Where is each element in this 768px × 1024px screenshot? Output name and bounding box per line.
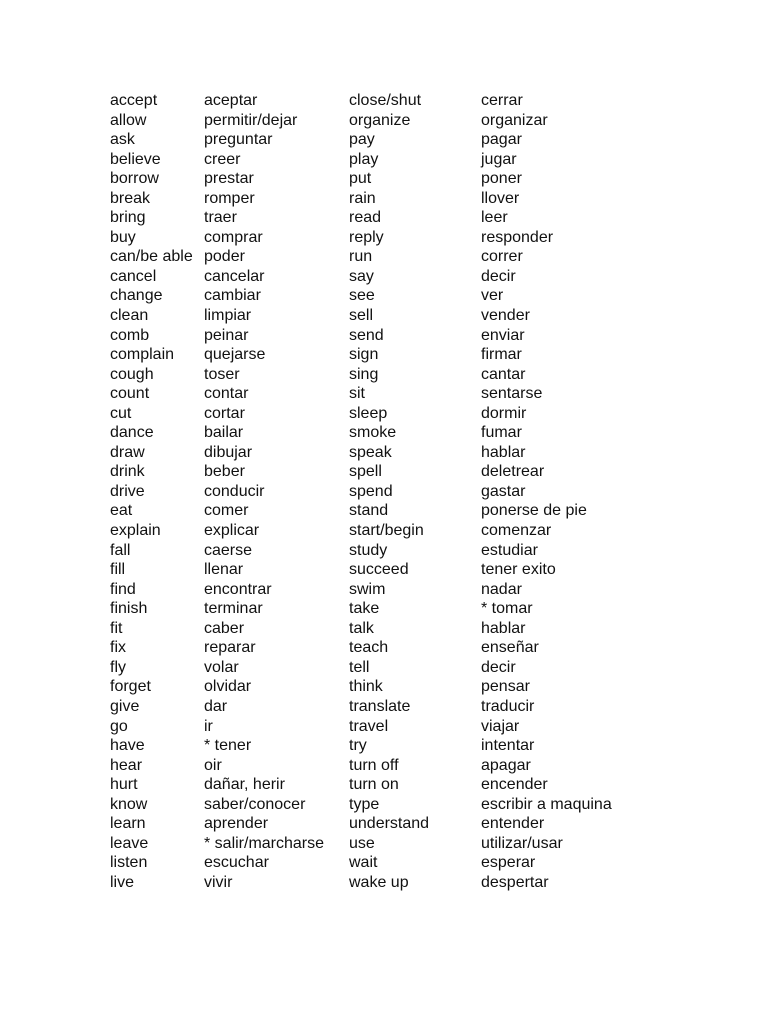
english-verbs-column-left xyxy=(110,91,193,892)
spanish-translation: poder xyxy=(204,248,245,266)
english-verb: close/shut xyxy=(349,92,422,109)
spanish-translation: llover xyxy=(481,189,520,207)
spanish-translation: cerrar xyxy=(481,92,523,109)
english-verb: cough xyxy=(110,365,154,383)
english-verb: sleep xyxy=(349,404,388,422)
english-verb: can/be able xyxy=(110,248,193,266)
spanish-translation: esperar xyxy=(481,854,536,872)
spanish-translation: despertar xyxy=(481,873,549,891)
english-verb: speak xyxy=(349,443,392,461)
spanish-translation: hablar xyxy=(481,619,526,637)
english-verb: learn xyxy=(110,815,146,833)
spanish-translation: utilizar/usar xyxy=(481,834,563,852)
english-verb: borrow xyxy=(110,170,159,188)
spanish-translation: nadar xyxy=(481,580,522,598)
spanish-translation: limpiar xyxy=(204,307,252,325)
spanish-translation: bailar xyxy=(204,424,244,442)
english-verb: sing xyxy=(349,365,379,383)
spanish-translation: ver xyxy=(481,287,504,305)
spanish-translation: ir xyxy=(204,717,213,735)
english-verb: see xyxy=(349,287,375,305)
english-verb: teach xyxy=(349,639,389,657)
english-verb: accept xyxy=(110,92,158,109)
english-verb: count xyxy=(110,385,150,403)
english-verb: take xyxy=(349,600,380,618)
spanish-translation: vender xyxy=(481,307,530,325)
english-verb: rain xyxy=(349,189,376,207)
spanish-translation: dañar, herir xyxy=(204,776,285,794)
english-verb: forget xyxy=(110,678,151,696)
spanish-translation: dormir xyxy=(481,404,527,422)
spanish-translation: dar xyxy=(204,697,228,715)
english-verb: translate xyxy=(349,697,411,715)
english-verb: find xyxy=(110,580,136,598)
english-verb: break xyxy=(110,189,151,207)
english-verb: listen xyxy=(110,854,148,872)
spanish-translation: organizar xyxy=(481,111,548,129)
english-verb: drive xyxy=(110,482,145,500)
english-verb: play xyxy=(349,150,379,168)
english-verb: study xyxy=(349,541,388,559)
spanish-translation: deletrear xyxy=(481,463,545,481)
english-verb: run xyxy=(349,248,373,266)
spanish-translation: apagar xyxy=(481,756,531,774)
english-verb: finish xyxy=(110,600,148,618)
english-verb: hurt xyxy=(110,776,138,794)
spanish-translation: pensar xyxy=(481,678,530,696)
english-verb: know xyxy=(110,795,148,813)
spanish-translation: decir xyxy=(481,658,516,676)
spanish-translation: estudiar xyxy=(481,541,538,559)
english-verb: try xyxy=(349,737,367,755)
english-verb: understand xyxy=(349,815,430,833)
spanish-translation: sentarse xyxy=(481,385,543,403)
spanish-translation: romper xyxy=(204,189,255,207)
spanish-translation: traer xyxy=(204,209,237,227)
english-verb: explain xyxy=(110,522,161,540)
english-verb: go xyxy=(110,717,128,735)
spanish-translation: oir xyxy=(204,756,222,774)
spanish-translation: preguntar xyxy=(204,131,273,149)
english-verb: comb xyxy=(110,326,150,344)
english-verb: fix xyxy=(110,639,126,657)
spanish-translation: beber xyxy=(204,463,245,481)
spanish-translation: viajar xyxy=(481,717,520,735)
spanish-translation: peinar xyxy=(204,326,249,344)
spanish-translation: caber xyxy=(204,619,245,637)
spanish-translation: pagar xyxy=(481,131,522,149)
spanish-translation: vivir xyxy=(204,873,233,891)
english-verb: use xyxy=(349,834,375,852)
spanish-translation: escuchar xyxy=(204,854,269,872)
english-verb: read xyxy=(349,209,382,227)
english-verb: believe xyxy=(110,150,161,168)
spanish-translation: ponerse de pie xyxy=(481,502,587,520)
english-verb: cancel xyxy=(110,267,157,285)
english-verb: fall xyxy=(110,541,131,559)
english-verb: fit xyxy=(110,619,123,637)
english-verb: fly xyxy=(110,658,126,676)
english-verb: complain xyxy=(110,346,175,364)
english-verb: eat xyxy=(110,502,133,520)
english-verb: spell xyxy=(349,463,382,481)
english-verb: tell xyxy=(349,658,370,676)
english-verb: say xyxy=(349,267,374,285)
spanish-verbs-column-left xyxy=(204,91,324,892)
spanish-translation: reparar xyxy=(204,639,256,657)
english-verb: turn off xyxy=(349,756,399,774)
english-verb: stand xyxy=(349,502,389,520)
english-verb: have xyxy=(110,737,145,755)
english-verb: live xyxy=(110,873,135,891)
english-verb: spend xyxy=(349,482,393,500)
english-verb: start/begin xyxy=(349,522,424,540)
spanish-translation: cancelar xyxy=(204,267,265,285)
english-verb: change xyxy=(110,287,163,305)
spanish-translation: * tener xyxy=(204,737,252,755)
spanish-translation: poner xyxy=(481,170,522,188)
spanish-translation: enseñar xyxy=(481,639,539,657)
english-verb: allow xyxy=(110,111,147,129)
english-verb: wake up xyxy=(349,873,409,891)
spanish-translation: aceptar xyxy=(204,92,258,109)
english-verb: travel xyxy=(349,717,389,735)
spanish-translation: * tomar xyxy=(481,600,533,618)
spanish-translation: hablar xyxy=(481,443,526,461)
spanish-translation: prestar xyxy=(204,170,254,188)
english-verbs-column-right xyxy=(349,91,429,892)
spanish-translation: responder xyxy=(481,228,554,246)
english-verb: send xyxy=(349,326,384,344)
spanish-translation: jugar xyxy=(481,150,517,168)
english-verb: pay xyxy=(349,131,375,149)
spanish-translation: volar xyxy=(204,658,239,676)
spanish-translation: comprar xyxy=(204,228,263,246)
english-verb: dance xyxy=(110,424,154,442)
spanish-translation: escribir a maquina xyxy=(481,795,612,813)
spanish-translation: llenar xyxy=(204,561,244,579)
spanish-translation: tener exito xyxy=(481,561,556,579)
spanish-translation: traducir xyxy=(481,697,535,715)
spanish-translation: terminar xyxy=(204,600,263,618)
spanish-translation: quejarse xyxy=(204,346,266,364)
english-verb: succeed xyxy=(349,561,409,579)
english-verb: cut xyxy=(110,404,132,422)
english-verb: talk xyxy=(349,619,374,637)
spanish-translation: encontrar xyxy=(204,580,272,598)
spanish-translation: olvidar xyxy=(204,678,252,696)
spanish-translation: cambiar xyxy=(204,287,261,305)
spanish-translation: aprender xyxy=(204,815,269,833)
spanish-translation: leer xyxy=(481,209,508,227)
spanish-translation: comer xyxy=(204,502,249,520)
english-verb: buy xyxy=(110,228,136,246)
spanish-translation: entender xyxy=(481,815,545,833)
spanish-translation: cortar xyxy=(204,404,245,422)
spanish-translation: fumar xyxy=(481,424,522,442)
english-verb: type xyxy=(349,795,380,813)
english-verb: ask xyxy=(110,131,135,149)
english-verb: put xyxy=(349,170,372,188)
spanish-translation: decir xyxy=(481,267,516,285)
english-verb: reply xyxy=(349,228,384,246)
spanish-translation: creer xyxy=(204,150,241,168)
english-verb: fill xyxy=(110,561,126,579)
spanish-translation: correr xyxy=(481,248,523,266)
english-verb: drink xyxy=(110,463,145,481)
spanish-verbs-column-right xyxy=(481,91,612,892)
spanish-translation: encender xyxy=(481,776,548,794)
spanish-translation: permitir/dejar xyxy=(204,111,298,129)
english-verb: think xyxy=(349,678,383,696)
spanish-translation: firmar xyxy=(481,346,522,364)
spanish-translation: comenzar xyxy=(481,522,552,540)
english-verb: sit xyxy=(349,385,365,403)
english-verb: hear xyxy=(110,756,143,774)
english-verb: leave xyxy=(110,834,149,852)
spanish-translation: saber/conocer xyxy=(204,795,306,813)
spanish-translation: gastar xyxy=(481,482,526,500)
english-verb: wait xyxy=(349,854,378,872)
english-verb: sign xyxy=(349,346,379,364)
english-verb: turn on xyxy=(349,776,399,794)
english-verb: clean xyxy=(110,307,149,325)
spanish-translation: contar xyxy=(204,385,249,403)
spanish-translation: caerse xyxy=(204,541,253,559)
spanish-translation: intentar xyxy=(481,737,535,755)
spanish-translation: conducir xyxy=(204,482,265,500)
spanish-translation: enviar xyxy=(481,326,525,344)
english-verb: give xyxy=(110,697,140,715)
english-verb: bring xyxy=(110,209,146,227)
spanish-translation: explicar xyxy=(204,522,260,540)
spanish-translation: dibujar xyxy=(204,443,253,461)
english-verb: swim xyxy=(349,580,386,598)
english-verb: organize xyxy=(349,111,411,129)
spanish-translation: toser xyxy=(204,365,240,383)
spanish-translation: * salir/marcharse xyxy=(204,834,325,852)
english-verb: draw xyxy=(110,443,145,461)
english-verb: sell xyxy=(349,307,374,325)
spanish-translation: cantar xyxy=(481,365,526,383)
english-verb: smoke xyxy=(349,424,397,442)
